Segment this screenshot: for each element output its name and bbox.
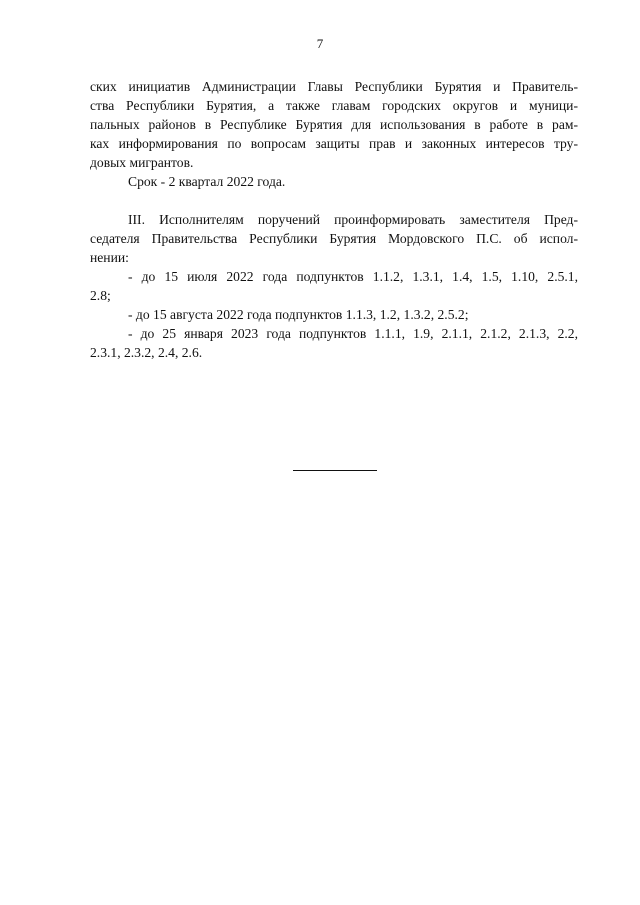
paragraph-line: ства Республики Бурятия, а также главам городских округов и муници- — [90, 98, 578, 113]
list-item-line: 2.3.1, 2.3.2, 2.4, 2.6. — [90, 345, 203, 360]
paragraph-line: пальных районов в Республике Бурятия для использования в работе в рам- — [90, 117, 578, 132]
paragraph-line: ках информирования по вопросам защиты прав и законных интересов тру- — [90, 136, 578, 151]
paragraph-line: ских инициатив Администрации Главы Республики Бурятия и Правитель- — [90, 79, 578, 94]
list-item-line: 2.8; — [90, 288, 111, 303]
list-item-line: - до 15 июля 2022 года подпунктов 1.1.2, 1.3.1, 1.4, 1.5, 1.10, 2.5.1, — [128, 269, 578, 284]
section-line: седателя Правительства Республики Бурятия Мордовского П.С. об испол- — [90, 231, 578, 246]
end-separator-line — [293, 470, 377, 471]
list-item-line: - до 15 августа 2022 года подпунктов 1.1.3, 1.2, 1.3.2, 2.5.2; — [128, 307, 469, 322]
list-item-january-2023 — [90, 324, 578, 362]
deadline-line: Срок - 2 квартал 2022 года. — [128, 174, 286, 189]
list-item-august-2022 — [90, 305, 578, 324]
paragraph-legal-info-request — [90, 77, 578, 191]
list-item-july-2022 — [90, 267, 578, 305]
list-item-line: - до 25 января 2023 года подпунктов 1.1.1, 1.9, 2.1.1, 2.1.2, 2.1.3, 2.2, — [128, 326, 578, 341]
paragraph-gap — [90, 191, 578, 210]
section-line: нении: — [90, 250, 129, 265]
document-body — [90, 77, 578, 362]
section-heading-line: III. Исполнителям поручений проинформировать заместителя Пред- — [128, 212, 578, 227]
section-iii — [90, 210, 578, 362]
paragraph-line: довых мигрантов. — [90, 155, 194, 170]
page-number: 7 — [316, 36, 324, 51]
